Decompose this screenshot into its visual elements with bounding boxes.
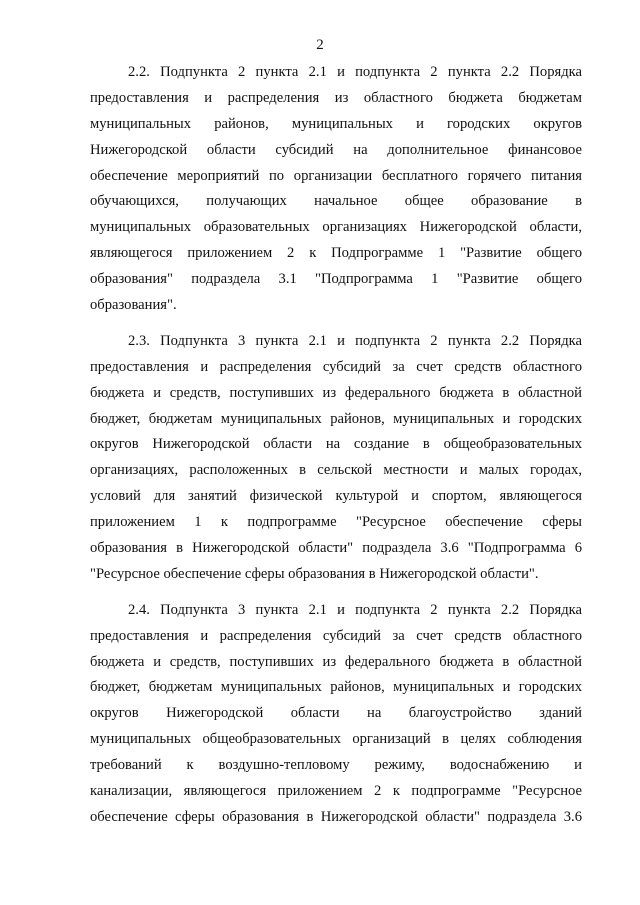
text-line: обеспечение мероприятий по организации бесплатного горячего питания [90,167,582,184]
text-line: предоставления и распределения из областного бюджета бюджетам [90,89,582,106]
text-line: обучающихся, получающих начальное общее образование в [90,193,582,210]
text-line: канализации, являющегося приложением 2 к подпрограмме "Ресурсное [90,783,582,800]
text-line: муниципальных образовательных организациях Нижегородской области, [90,219,582,236]
paragraph-2-2 [90,60,582,319]
paragraph-2-3 [90,329,582,588]
page-number: 2 [316,37,324,53]
text-line: являющегося приложением 2 к Подпрограмме 1 "Развитие общего [90,245,582,262]
paragraph-2-4 [90,598,582,831]
text-line: организациях, расположенных в сельской местности и малых городах, [90,462,582,479]
text-line: условий для занятий физической культурой и спортом, являющегося [90,488,582,505]
text-line: бюджета и средств, поступивших из федерального бюджета в областной [90,653,582,670]
text-line: муниципальных общеобразовательных организаций в целях соблюдения [90,731,582,748]
text-line: 2.4. Подпункта 3 пункта 2.1 и подпункта 2 пункта 2.2 Порядка [128,601,582,618]
paragraph-gap [90,588,582,598]
text-line: предоставления и распределения субсидий за счет средств областного [90,627,582,644]
text-line: требований к воздушно-тепловому режиму, водоснабжению и [90,757,582,774]
text-line: образования" подраздела 3.1 "Подпрограмма 1 "Развитие общего [90,271,582,288]
paragraph-gap [90,319,582,329]
text-line: бюджет, бюджетам муниципальных районов, муниципальных и городских [90,679,582,696]
text-line: образования в Нижегородской области" подраздела 3.6 "Подпрограмма 6 [90,540,582,557]
text-line: 2.2. Подпункта 2 пункта 2.1 и подпункта 2 пункта 2.2 Порядка [128,64,582,80]
document-body [90,60,582,831]
text-line: бюджета и средств, поступивших из федерального бюджета в областной [90,384,582,401]
text-line: округов Нижегородской области на создание в общеобразовательных [90,436,582,453]
text-line: предоставления и распределения субсидий за счет средств областного [90,358,582,375]
text-line: 2.3. Подпункта 3 пункта 2.1 и подпункта 2 пункта 2.2 Порядка [128,332,582,349]
text-line: Нижегородской области субсидий на дополнительное финансовое [90,141,582,158]
text-line: бюджет, бюджетам муниципальных районов, муниципальных и городских [90,410,582,427]
text-line: округов Нижегородской области на благоустройство зданий [90,705,582,722]
text-line: приложением 1 к подпрограмме "Ресурсное обеспечение сферы [90,514,582,531]
text-line: образования". [90,297,177,314]
text-line: "Ресурсное обеспечение сферы образования в Нижегородской области". [90,565,539,582]
text-line: обеспечение сферы образования в Нижегородской области" подраздела 3.6 [90,808,582,825]
text-line: муниципальных районов, муниципальных и городских округов [90,115,582,132]
